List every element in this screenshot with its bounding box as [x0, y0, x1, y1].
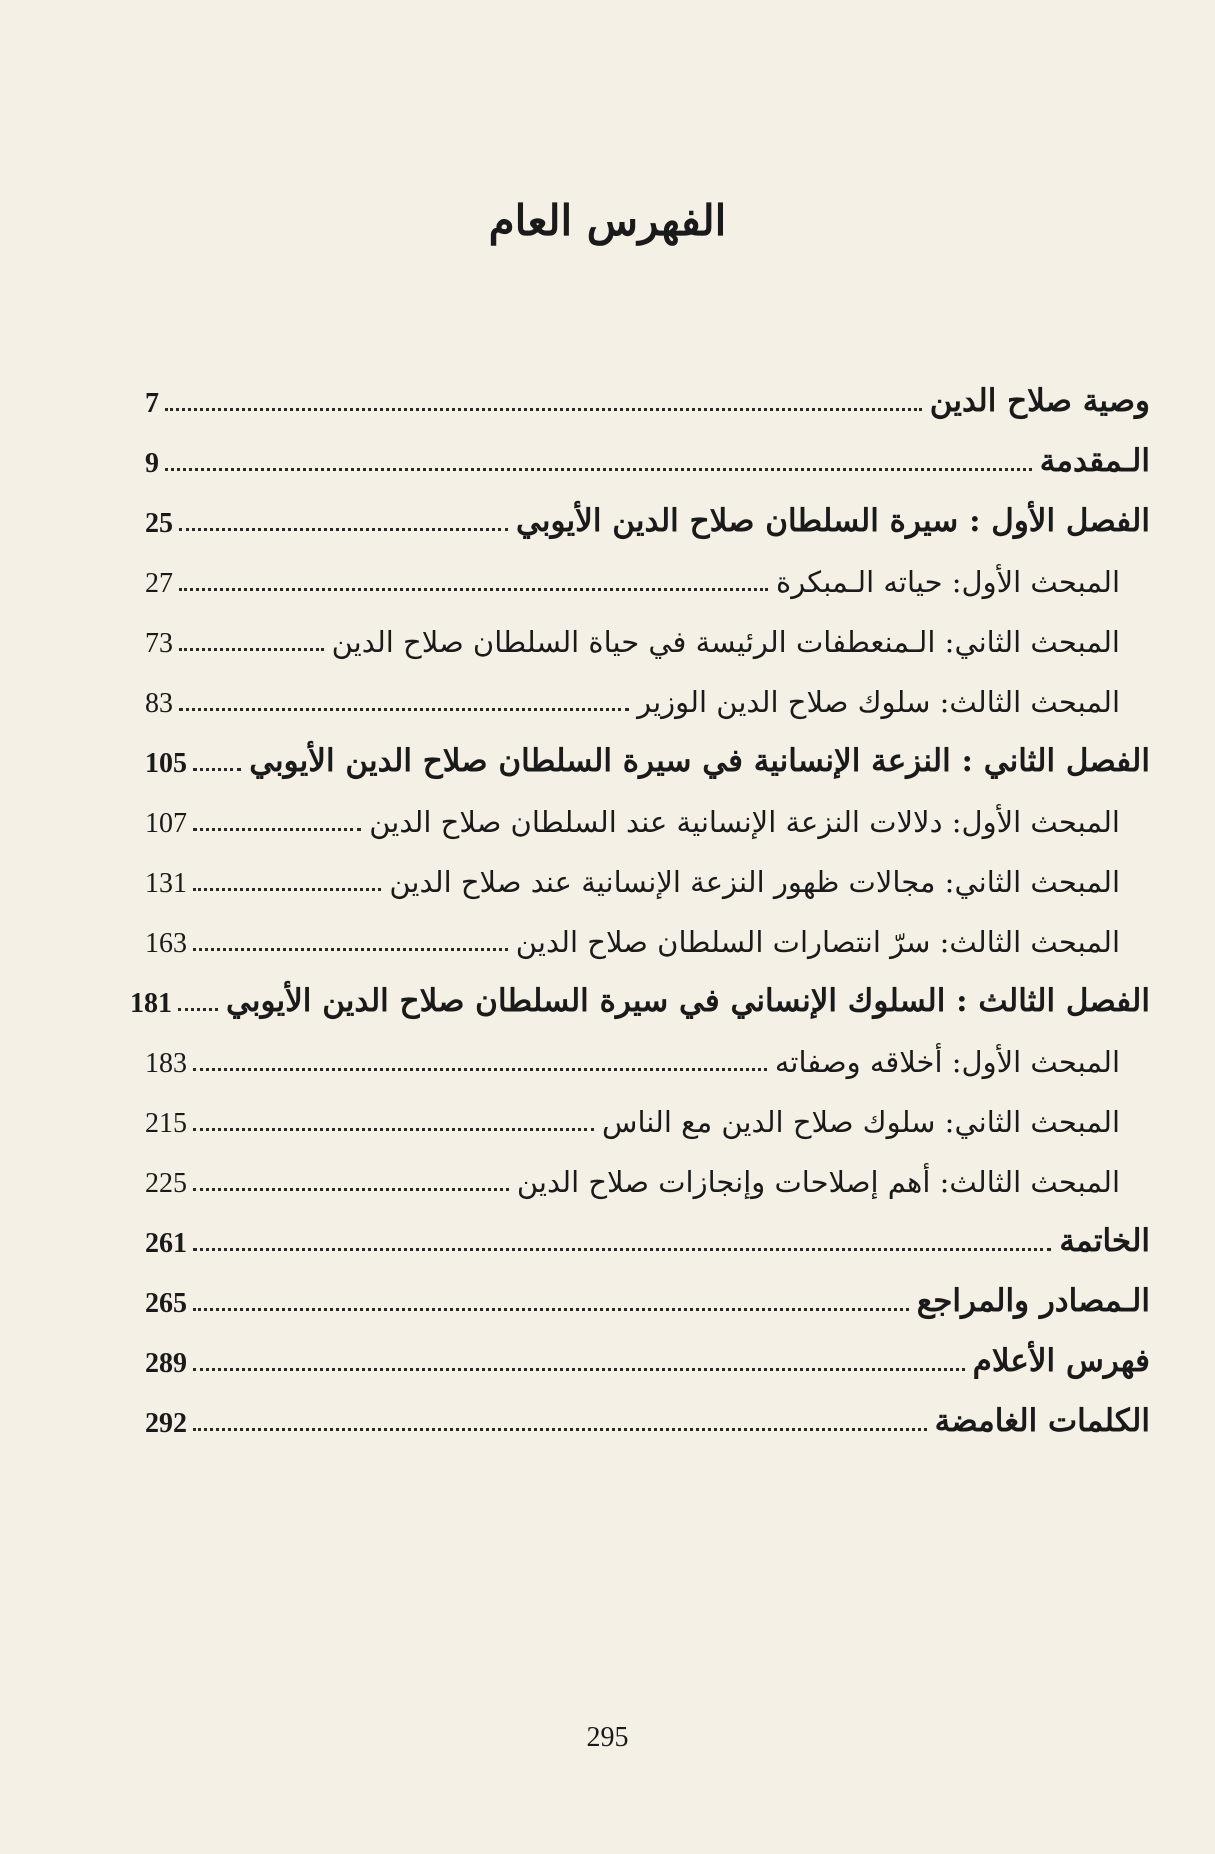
- toc-entry-page: 215: [145, 1108, 187, 1139]
- dot-leader: [193, 768, 241, 771]
- dot-leader: [193, 1068, 767, 1071]
- toc-entry-page: 163: [145, 928, 187, 959]
- toc-entry: [145, 420, 1150, 480]
- toc-entry: [145, 1080, 1150, 1140]
- toc-entry: [145, 900, 1150, 960]
- toc-entry: [145, 840, 1150, 900]
- page-title: الفهرس العام: [488, 196, 727, 245]
- toc-entry-label: المبحث الثاني: الـمنعطفات الرئيسة في حياة السلطان صلاح الدين: [331, 625, 1120, 660]
- toc-entry-page: 107: [145, 808, 187, 839]
- toc-entry-page: 289: [145, 1348, 187, 1379]
- toc-entry-label: الكلمات الغامضة: [934, 1402, 1150, 1439]
- toc-entry-page: 25: [145, 508, 173, 539]
- toc-entry-label: المبحث الثاني: سلوك صلاح الدين مع الناس: [602, 1105, 1120, 1140]
- toc-entry-label: الفصل الثاني : النزعة الإنسانية في سيرة السلطان صلاح الدين الأيوبي: [249, 742, 1150, 779]
- toc-entry-page: 73: [145, 628, 173, 659]
- toc-entry-label: المبحث الثالث: سلوك صلاح الدين الوزير: [637, 685, 1120, 720]
- toc-entry: [145, 1260, 1150, 1320]
- toc-entry-label: المبحث الأول: دلالات النزعة الإنسانية عند السلطان صلاح الدين: [369, 805, 1120, 840]
- toc-entry: [145, 660, 1150, 720]
- page-number: 295: [586, 1722, 629, 1753]
- toc-entry-label: المبحث الثالث: سرّ انتصارات السلطان صلاح الدين: [515, 925, 1120, 960]
- toc-entry-page: 27: [145, 568, 173, 599]
- toc-entry-page: 292: [145, 1408, 187, 1439]
- dot-leader: [193, 1188, 509, 1191]
- toc-entry-label: الفصل الثالث : السلوك الإنساني في سيرة السلطان صلاح الدين الأيوبي: [226, 982, 1150, 1019]
- dot-leader: [193, 1128, 594, 1131]
- toc-entry: [145, 540, 1150, 600]
- dot-leader: [193, 1248, 1051, 1251]
- toc-entry-page: 105: [145, 748, 187, 779]
- toc-entry-page: 7: [145, 388, 159, 419]
- toc-entry-page: 9: [145, 448, 159, 479]
- toc-entry: [145, 1200, 1150, 1260]
- toc-entry-label: المبحث الثاني: مجالات ظهور النزعة الإنسانية عند صلاح الدين: [389, 865, 1120, 900]
- toc-entry: [145, 480, 1150, 540]
- toc-entry: [145, 780, 1150, 840]
- dot-leader: [193, 1368, 965, 1371]
- toc-entry: [145, 720, 1150, 780]
- toc-entry-page: 183: [145, 1048, 187, 1079]
- dot-leader: [193, 1308, 909, 1311]
- dot-leader: [178, 1008, 218, 1011]
- toc-entry: [145, 1020, 1150, 1080]
- toc-entry-label: الـمقدمة: [1039, 442, 1150, 479]
- dot-leader: [165, 408, 922, 411]
- toc-entry-page: 261: [145, 1228, 187, 1259]
- dot-leader: [193, 888, 381, 891]
- dot-leader: [193, 828, 361, 831]
- toc-entry-label: الفصل الأول : سيرة السلطان صلاح الدين الأيوبي: [516, 502, 1150, 539]
- toc-entry: [145, 1140, 1150, 1200]
- toc-entry-label: المبحث الأول: أخلاقه وصفاته: [774, 1045, 1120, 1080]
- toc-entry: [145, 1320, 1150, 1380]
- dot-leader: [193, 948, 508, 951]
- toc-entry-label: المبحث الثالث: أهم إصلاحات وإنجازات صلاح الدين: [516, 1165, 1120, 1200]
- toc-entry-label: الـمصادر والمراجع: [916, 1282, 1150, 1319]
- toc-entry-page: 131: [145, 868, 187, 899]
- toc-entry-page: 83: [145, 688, 173, 719]
- toc-entry: [145, 360, 1150, 420]
- dot-leader: [179, 528, 508, 531]
- toc-entry: [145, 1380, 1150, 1440]
- toc-entry-label: الخاتمة: [1059, 1222, 1150, 1259]
- dot-leader: [193, 1428, 927, 1431]
- toc-entry-page: 225: [145, 1168, 187, 1199]
- toc-entry-label: المبحث الأول: حياته الـمبكرة: [776, 565, 1120, 600]
- dot-leader: [179, 588, 768, 591]
- toc-entry-page: 265: [145, 1288, 187, 1319]
- toc-entry-page: 181: [130, 988, 173, 1019]
- toc-entry: [130, 960, 1150, 1020]
- dot-leader: [179, 708, 629, 711]
- toc-entry-label: فهرس الأعلام: [972, 1342, 1150, 1379]
- toc-entry-label: وصية صلاح الدين: [929, 382, 1150, 419]
- dot-leader: [179, 648, 324, 651]
- dot-leader: [165, 468, 1032, 471]
- toc-entry: [145, 600, 1150, 660]
